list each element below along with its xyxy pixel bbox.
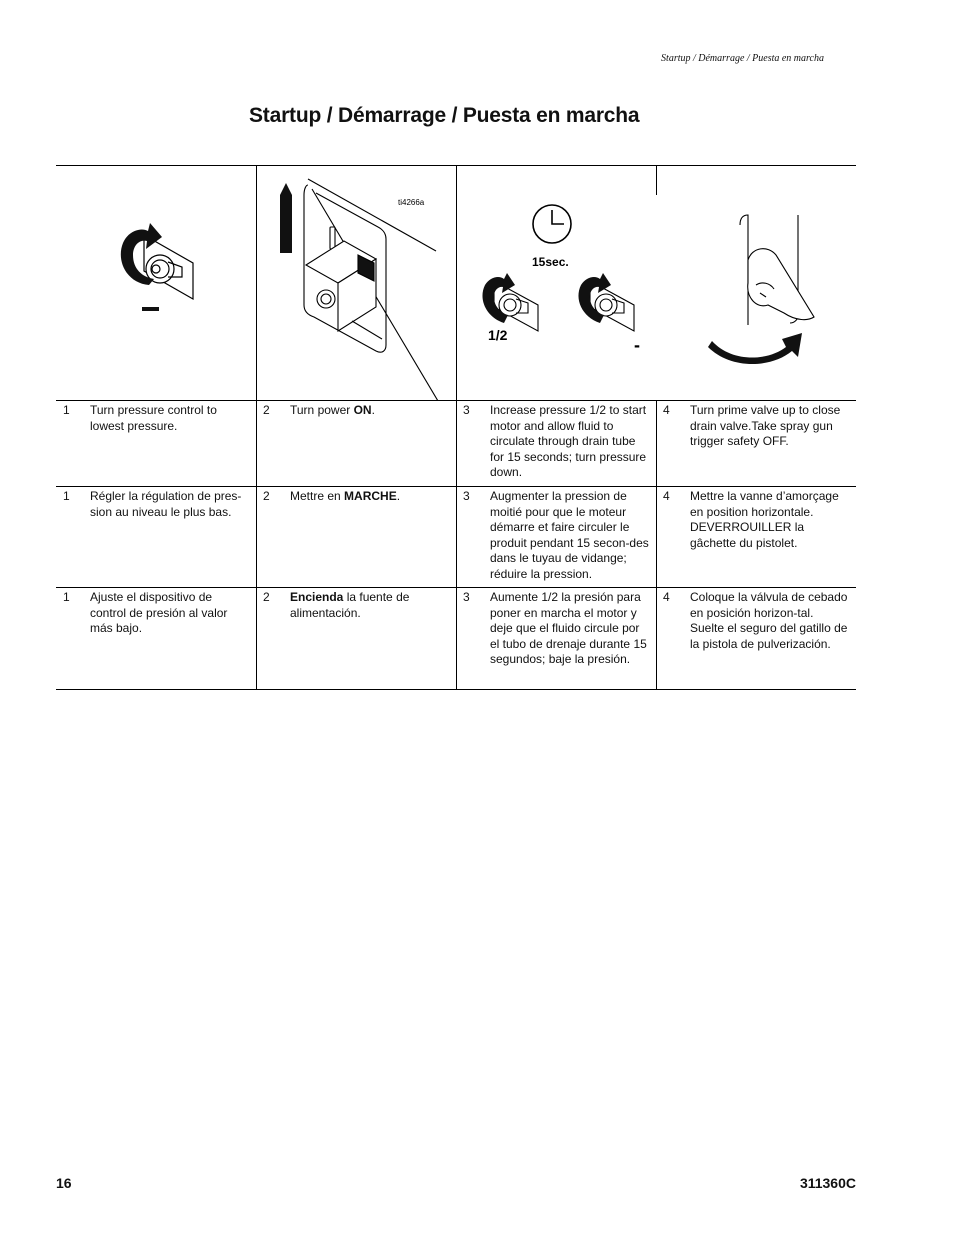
illustration-row xyxy=(56,165,856,400)
step-cell xyxy=(656,588,856,689)
step-cell xyxy=(256,588,456,689)
step-cell xyxy=(456,588,656,689)
step-cell xyxy=(256,487,456,588)
step-number: 2 xyxy=(263,403,270,417)
step-number: 4 xyxy=(663,403,670,417)
step-cell xyxy=(56,401,256,487)
minus-label: - xyxy=(634,335,640,355)
step-text: Mettre en MARCHE. xyxy=(290,489,401,503)
step-cell xyxy=(456,487,656,588)
figure-step-3 xyxy=(456,165,656,400)
half-label: 1/2 xyxy=(488,327,508,343)
step-cell xyxy=(656,487,856,588)
prime-valve-illustration xyxy=(656,165,856,400)
step-text: Increase pressure 1/2 to start motor and allow fluid to circulate through drain tube for 15 seconds; turn pressure down. xyxy=(490,403,647,480)
divider xyxy=(656,400,657,689)
page-title: Startup / Démarrage / Puesta en marcha xyxy=(249,104,640,127)
step-number: 4 xyxy=(663,489,670,503)
document-id: 311360C xyxy=(799,1175,856,1191)
power-switch-illustration xyxy=(256,165,456,400)
figure-step-4 xyxy=(656,165,856,400)
rotate-arrow-icon xyxy=(708,333,802,364)
step-text: Régler la régulation de pres-sion au niveau le plus bas. xyxy=(90,489,242,519)
figure-ref-id: ti4266a xyxy=(398,198,425,207)
step-text: Ajuste el dispositivo de control de presión al valor más bajo. xyxy=(90,590,228,636)
step-text: Mettre la vanne d’amorçage en position horizontale. DEVERROUILLER la gâchette du pistolet. xyxy=(690,489,839,550)
step-number: 2 xyxy=(263,489,270,503)
step-text: Turn power ON. xyxy=(290,403,375,417)
step-number: 3 xyxy=(463,403,470,417)
step-cell xyxy=(656,401,856,487)
step-number: 4 xyxy=(663,590,670,604)
step-number: 3 xyxy=(463,590,470,604)
duration-suffix: . xyxy=(565,255,569,269)
duration-label: 15sec xyxy=(532,255,566,269)
pressure-timer-illustration xyxy=(456,165,656,400)
step-text: Augmenter la pression de moitié pour que le moteur démarre et faire circuler le produit pendant 15 secon-des dans le tuyau de vidange; réduire la pression. xyxy=(490,489,649,581)
step-text: Encienda la fuente de alimentación. xyxy=(290,590,410,620)
step-number: 1 xyxy=(63,403,70,417)
step-cell xyxy=(456,401,656,487)
step-text: Coloque la válvula de cebado en posición horizon-tal. Suelte el seguro del gatillo de la pistola de pulverización. xyxy=(690,590,848,651)
step-number: 2 xyxy=(263,590,270,604)
figure-step-2 xyxy=(256,165,456,400)
svg-text:15sec. xyxy=(532,255,569,269)
step-number: 1 xyxy=(63,489,70,503)
clock-icon xyxy=(533,205,571,243)
divider xyxy=(456,400,457,689)
step-cell xyxy=(56,588,256,689)
up-arrow-icon xyxy=(280,183,292,253)
divider xyxy=(256,400,257,689)
step-number: 1 xyxy=(63,590,70,604)
step-number: 3 xyxy=(463,489,470,503)
pressure-knob-illustration xyxy=(56,165,256,400)
running-header: Startup / Démarrage / Puesta en marcha xyxy=(661,53,824,64)
figure-step-1 xyxy=(56,165,256,400)
step-cell xyxy=(56,487,256,588)
page-number: 16 xyxy=(56,1175,72,1191)
step-text: Turn prime valve up to close drain valve.Take spray gun trigger safety OFF. xyxy=(690,403,841,449)
step-cell xyxy=(256,401,456,487)
step-text: Turn pressure control to lowest pressure. xyxy=(90,403,217,433)
step-text: Aumente 1/2 la presión para poner en marcha el motor y deje que el fluido circule por el tubo de drenaje durante 15 segundos; baje la presión. xyxy=(490,590,647,667)
